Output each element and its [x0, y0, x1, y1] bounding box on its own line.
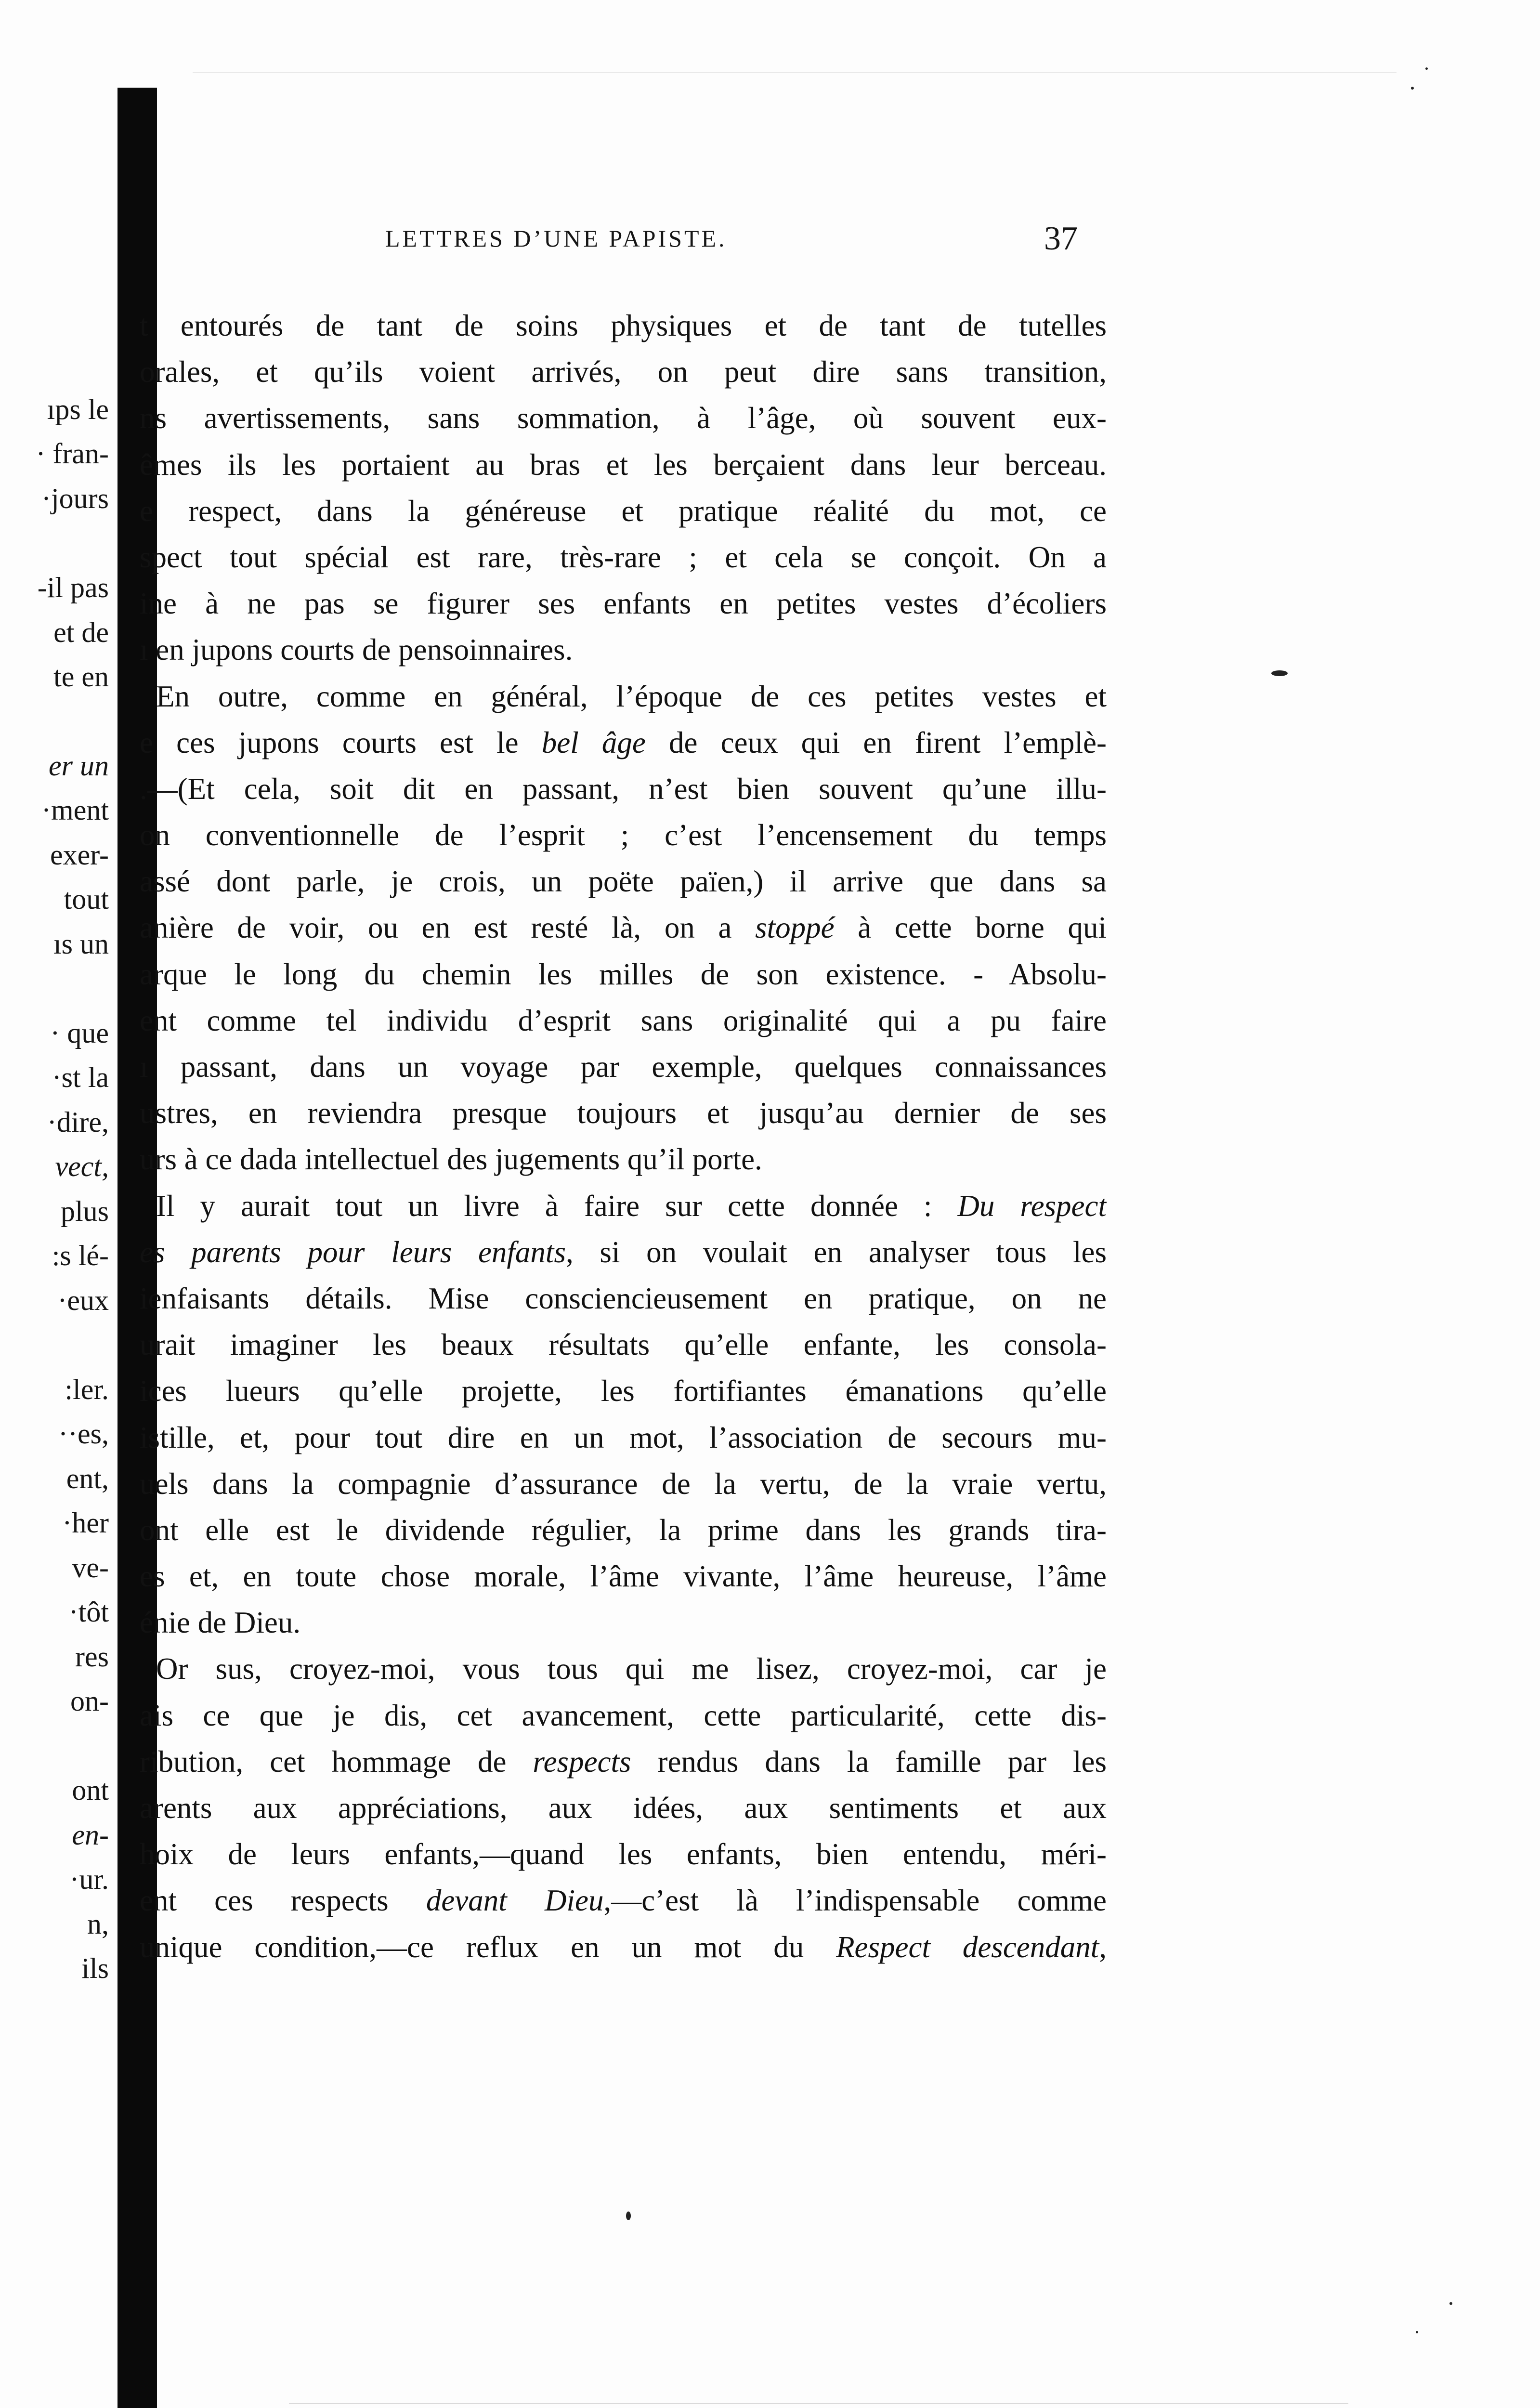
text-run: ,—c’est là l’indispensable comme — [603, 1884, 1107, 1918]
text-line — [140, 1924, 1107, 1970]
text-line — [140, 442, 1107, 488]
text-run: rendus dans la famille par les — [631, 1744, 1107, 1779]
margin-fragment: · fran- — [36, 438, 109, 470]
scan-noise — [289, 2403, 1348, 2404]
text-run: ustres, en reviendra presque toujours et jusqu’au dernier de ses — [140, 1096, 1107, 1130]
text-run: uels dans la compagnie d’assurance de la vertu, de la vraie vertu, — [140, 1466, 1107, 1501]
scan-noise — [193, 72, 1396, 73]
text-run: En outre, comme en général, l’époque de ces petites vestes et — [156, 679, 1107, 713]
body-text — [140, 302, 1107, 1970]
page-number: 37 — [1044, 220, 1078, 257]
italic-run: respects — [533, 1744, 631, 1779]
text-line — [140, 951, 1107, 997]
text-line — [140, 720, 1107, 766]
text-line — [140, 580, 1107, 627]
ink-speck — [1416, 2331, 1418, 2333]
margin-fragment: ·ment — [41, 794, 109, 826]
text-run: ı en jupons courts de pensoinnaires. — [140, 633, 573, 667]
text-run: ns avertissements, sans sommation, à l’âge, où souvent eux- — [140, 401, 1107, 435]
text-run: urait imaginer les beaux résultats qu’elle enfante, les consola- — [140, 1328, 1107, 1362]
margin-fragment: · que — [50, 1017, 109, 1049]
text-line — [140, 858, 1107, 904]
text-line — [140, 766, 1107, 812]
text-run: arque le long du chemin les milles de son existence. - Absolu- — [140, 957, 1107, 991]
text-line — [140, 1692, 1107, 1739]
text-line — [140, 1553, 1107, 1599]
margin-fragment: ont — [72, 1774, 109, 1806]
text-line — [140, 1090, 1107, 1136]
text-run: Or sus, croyez-moi, vous tous qui me lisez, croyez-moi, car je — [156, 1652, 1107, 1686]
text-run: t entourés de tant de soins physiques et de tant de tutelles — [140, 309, 1107, 342]
margin-fragment: ·eux — [57, 1284, 109, 1316]
margin-fragment: n, — [87, 1908, 109, 1940]
text-line — [140, 1646, 1107, 1692]
text-line — [140, 1183, 1107, 1229]
text-run: à cette borne qui — [834, 911, 1107, 945]
text-run: .—(Et cela, soit dit en passant, n’est bien souvent qu’une illu- — [140, 772, 1107, 806]
margin-fragment: ils — [81, 1952, 109, 1984]
text-run: orales, et qu’ils voient arrivés, on peut dire sans transition, — [140, 355, 1107, 389]
ink-speck — [1449, 2302, 1452, 2305]
margin-fragment: on- — [70, 1685, 109, 1717]
italic-run: es parents pour leurs enfants — [140, 1235, 566, 1269]
text-line — [140, 1275, 1107, 1322]
margin-fragment: ·st la — [52, 1061, 109, 1093]
margin-fragment: ·tôt — [68, 1596, 109, 1628]
text-line — [140, 302, 1107, 349]
text-line — [140, 673, 1107, 720]
text-run: ont elle est le dividende régulier, la prime dans les grands tira- — [140, 1513, 1107, 1547]
text-line — [140, 534, 1107, 580]
text-run: spect tout spécial est rare, très-rare ; et cela se conçoit. On a — [140, 540, 1107, 574]
text-run: ices lueurs qu’elle projette, les fortifiantes émanations qu’elle — [140, 1374, 1107, 1408]
text-line — [140, 904, 1107, 951]
margin-fragment: plus — [60, 1195, 109, 1227]
italic-run: bel âge — [541, 725, 646, 759]
margin-fragment: -il pas — [37, 572, 109, 603]
running-title: LETTRES D’UNE PAPISTE. — [385, 225, 727, 252]
margin-fragment: tout — [64, 883, 109, 915]
ink-speck — [1411, 87, 1414, 90]
text-run: anière de voir, ou en est resté là, on a — [140, 911, 756, 945]
ink-speck — [626, 2212, 631, 2220]
text-line — [140, 1368, 1107, 1414]
text-run: de ceux qui en firent l’emplè- — [645, 725, 1107, 759]
text-run: êmes ils les portaient au bras et les berçaient dans leur berceau. — [140, 447, 1107, 482]
text-line — [140, 1877, 1107, 1924]
margin-fragment: en- — [72, 1819, 109, 1851]
margin-fragment: ·her — [62, 1507, 109, 1539]
text-line — [140, 349, 1107, 395]
margin-fragment: exer- — [50, 839, 109, 871]
margin-fragment: ··es, — [58, 1418, 109, 1450]
text-line — [140, 997, 1107, 1044]
text-line — [140, 488, 1107, 534]
italic-run: Respect descendant — [836, 1930, 1099, 1964]
text-run: unique condition,—ce reflux en un mot du — [140, 1930, 836, 1964]
text-run: assé dont parle, je crois, un poëte païen,) il arrive que dans sa — [140, 864, 1107, 899]
margin-fragment: ·dire, — [47, 1106, 109, 1138]
margin-fragment: ·ur. — [69, 1863, 109, 1895]
ink-speck — [1425, 67, 1428, 70]
text-run: Il y aurait tout un livre à faire sur cette donnée : — [156, 1189, 958, 1223]
text-run: énie de Dieu. — [140, 1606, 301, 1640]
text-line — [140, 395, 1107, 441]
margin-fragment: ıps le — [47, 393, 109, 425]
italic-run: Du respect — [957, 1189, 1107, 1223]
text-run: ı passant, dans un voyage par exemple, quelques connaissances — [140, 1050, 1107, 1084]
text-run: ent comme tel individu d’esprit sans originalité qui a pu faire — [140, 1003, 1107, 1037]
text-line — [140, 1136, 1107, 1182]
text-run: ribution, cet hommage de — [140, 1744, 533, 1779]
margin-fragment: res — [75, 1641, 109, 1673]
facing-page-margin — [0, 0, 117, 2408]
text-run: ienfaisants détails. Mise consciencieusement en pratique, on ne — [140, 1281, 1107, 1315]
text-line — [140, 1461, 1107, 1507]
margin-fragment: ıs un — [53, 928, 109, 960]
margin-fragment: er un — [49, 750, 109, 782]
margin-fragment: :ler. — [65, 1374, 109, 1405]
margin-fragment: ve- — [72, 1552, 109, 1584]
text-run: ine à ne pas se figurer ses enfants en petites vestes d’écoliers — [140, 587, 1107, 621]
text-run: arents aux appréciations, aux idées, aux sentiments et aux — [140, 1791, 1107, 1825]
italic-run: devant Dieu — [426, 1884, 604, 1918]
text-run: es et, en toute chose morale, l’âme vivante, l’âme heureuse, l’âme — [140, 1559, 1107, 1594]
text-line — [140, 1831, 1107, 1877]
text-run: istille, et, pour tout dire en un mot, l’association de secours mu- — [140, 1420, 1107, 1454]
text-run: e respect, dans la généreuse et pratique réalité du mot, ce — [140, 494, 1107, 528]
text-run: ent ces respects — [140, 1884, 426, 1918]
text-line — [140, 1044, 1107, 1090]
text-run: on conventionnelle de l’esprit ; c’est l’encensement du temps — [140, 818, 1107, 852]
ink-speck — [1271, 670, 1288, 676]
text-line — [140, 1414, 1107, 1461]
text-line — [140, 627, 1107, 673]
margin-fragment: ·jours — [41, 483, 109, 514]
text-line — [140, 1229, 1107, 1275]
text-run: ais ce que je dis, cet avancement, cette particularité, cette dis- — [140, 1698, 1107, 1732]
text-line — [140, 1599, 1107, 1646]
text-line — [140, 1322, 1107, 1368]
margin-fragment: et de — [53, 616, 109, 648]
margin-fragment: :s lé- — [52, 1240, 109, 1271]
text-line — [140, 1507, 1107, 1553]
italic-run: stoppé — [755, 911, 835, 945]
text-run: e ces jupons courts est le — [140, 725, 542, 759]
text-run: hoix de leurs enfants,—quand les enfants, bien entendu, méri- — [140, 1837, 1107, 1871]
text-run: urs à ce dada intellectuel des jugements qu’il porte. — [140, 1142, 762, 1177]
text-run: , — [1099, 1930, 1107, 1964]
margin-fragment: te en — [53, 661, 109, 693]
text-line — [140, 812, 1107, 858]
margin-fragment: ent, — [66, 1463, 109, 1494]
text-run: , si on voulait en analyser tous les — [565, 1235, 1107, 1269]
text-line — [140, 1785, 1107, 1831]
text-line — [140, 1739, 1107, 1785]
margin-fragment: vect, — [55, 1151, 109, 1182]
